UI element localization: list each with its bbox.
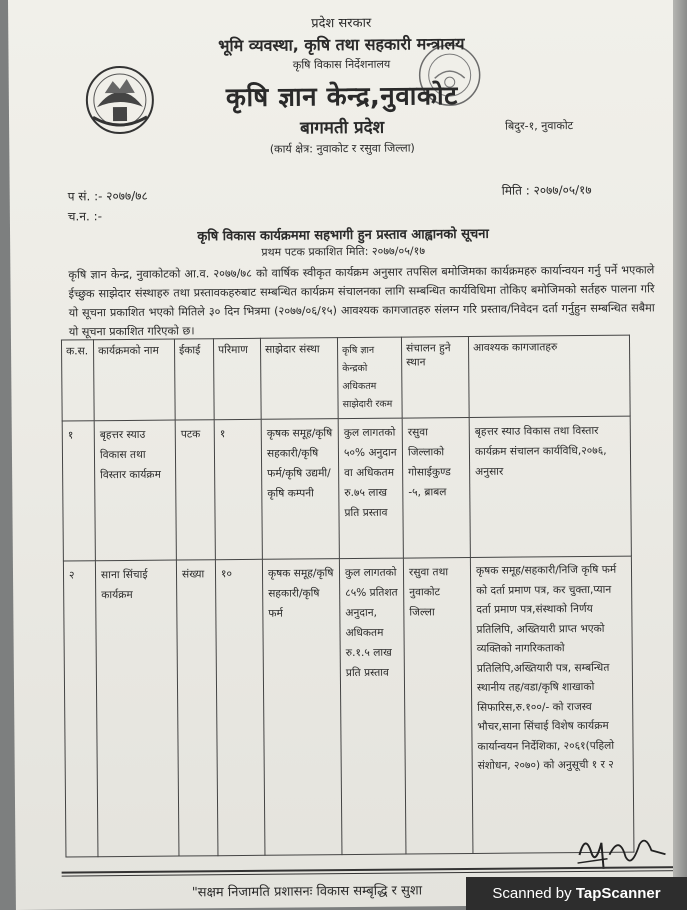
- ministry-line: भूमि व्यवस्था, कृषि तथा सहकारी मन्त्रालय: [218, 34, 465, 56]
- cell-qty: १०: [215, 559, 265, 855]
- col-header-unit: ईकाई: [174, 339, 214, 420]
- cell-location: रसुवा तथा नुवाकोट जिल्ला: [403, 557, 473, 854]
- program-table: [61, 335, 634, 858]
- cell-qty: १: [214, 419, 262, 559]
- col-header-partner: साझेदार संस्था: [260, 338, 338, 420]
- col-header-qty: परिमाण: [213, 338, 261, 419]
- cell-documents: बृहत्तर स्याउ विकास तथा विस्तार कार्यक्रम संचालन कार्यविधि,२०७६, अनुसार: [469, 416, 631, 557]
- cell-program: साना सिंचाई कार्यक्रम: [95, 560, 179, 857]
- table-row: [62, 416, 631, 561]
- directorate-line: कृषि विकास निर्देशनालय: [292, 57, 391, 72]
- province-line: बागमती प्रदेश: [299, 117, 385, 139]
- cell-location: रसुवा जिल्लाको गोसाईकुण्ड -५, ब्राबल: [402, 417, 470, 558]
- cell-amount: कुल लागतको ८५% प्रतिशत अनुदान, अधिकतम रु.१.५ लाख प्रति प्रस्ताव: [339, 558, 406, 855]
- footer-slogan: "सक्षम निजामति प्रशासनः विकास सम्बृद्धि र सुशा: [191, 883, 423, 901]
- dispatch-number: च.न. :-: [67, 209, 103, 224]
- cell-unit: पटक: [175, 420, 215, 560]
- scanner-watermark: [466, 877, 687, 910]
- cell-unit: संख्या: [176, 560, 218, 856]
- document-page: [8, 0, 682, 910]
- notice-title: कृषि विकास कार्यक्रममा सहभागी हुन प्रस्ताव आह्वानको सूचना: [197, 226, 489, 245]
- reference-number: प सं. :- २०७७/७८: [67, 188, 148, 204]
- office-name: कृषि ज्ञान केन्द्र,नुवाकोट: [225, 81, 458, 114]
- cell-sn: २: [63, 561, 98, 857]
- cell-partner: कृषक समूह/कृषि सहकारी/कृषि फर्म/कृषि उद्यमी/कृषि कम्पनी: [261, 419, 339, 560]
- watermark-prefix: Scanned by: [492, 885, 576, 902]
- col-header-amount: कृषि ज्ञान केन्द्रको अधिकतम साझेदारी रकम: [337, 337, 402, 419]
- cell-sn: १: [62, 421, 95, 561]
- col-header-sn: क.स.: [61, 340, 94, 421]
- cell-documents: कृषक समूह/सहकारी/निजि कृषि फर्म को दर्ता प्रमाण पत्र, कर चुक्ता,प्यान दर्ता प्रमाण पत्र,संस्थाको निर्णय प्रतिलिपि, अख्तियारी प्राप्त भएको व्यक्तिको नागरिकताको प्रतिलिपि,अख्तियारी पत्र, सम्बन्धित स्थानीय तह/वडा/कृषि शाखाको सिफारिस,रु.१००/- को राजस्व भौचर,साना सिंचाई विशेष कार्यक्रम कार्यान्वयन निर्देशिका, २०६१(पहिलो संशोधन, २०७०) को अनुसूची १ र २: [470, 556, 634, 853]
- cell-program: बृहत्तर स्याउ विकास तथा विस्तार कार्यक्रम: [94, 420, 176, 561]
- table-header-row: [61, 335, 630, 421]
- col-header-program: कार्यक्रमको नाम: [93, 339, 175, 421]
- work-area-line: (कार्य क्षेत्र: नुवाकोट र रसुवा जिल्ला): [269, 141, 415, 156]
- scan-edge-shadow: [673, 0, 687, 910]
- notice-subtitle: प्रथम पटक प्रकाशित मिति: २०७७/०५/१७: [261, 244, 426, 259]
- table-row: [63, 556, 634, 857]
- col-header-location: संचालन हुने स्थान: [401, 336, 469, 418]
- cell-amount: कुल लागतको ५०% अनुदान वा अधिकतम रु.७५ लाख प्रति प्रस्ताव: [338, 418, 403, 559]
- letter-date: मिति : २०७७/०५/१७: [501, 182, 592, 198]
- watermark-brand: TapScanner: [575, 885, 661, 902]
- cell-partner: कृषक समूह/कृषि सहकारी/कृषि फर्म: [262, 559, 342, 856]
- col-header-documents: आवश्यक कागजातहरु: [468, 335, 630, 417]
- govt-line: प्रदेश सरकार: [311, 15, 372, 32]
- notice-body: कृषि ज्ञान केन्द्र, नुवाकोटको आ.व. २०७७/७८ को वार्षिक स्वीकृत कार्यक्रम अनुसार तपसिल बमोजिमका कार्यक्रमहरु कार्यान्वयन गर्नु पर्ने भएकाले ईच्छुक साझेदार संस्थाहरु तथा प्रस्तावकहरुबाट सम्बन्धित कार्यक्रम संचालनका लागि सम्बन्धित कार्यविधिमा तोकिए बमोजिमको सर्तहरु पालना गरि यो सूचना प्रकाशित भएको मितिले ३० दिन भित्रमा (२०७७/०६/१५) आवश्यक कागजातहरु संलग्न गरि प्रस्ताव/निवेदन दर्ता गर्नुहुन सम्बन्धित सबैमा यो सूचना प्रकाशित गरिएको छ।: [68, 263, 655, 339]
- office-address: बिदुर-१, नुवाकोट: [505, 119, 574, 133]
